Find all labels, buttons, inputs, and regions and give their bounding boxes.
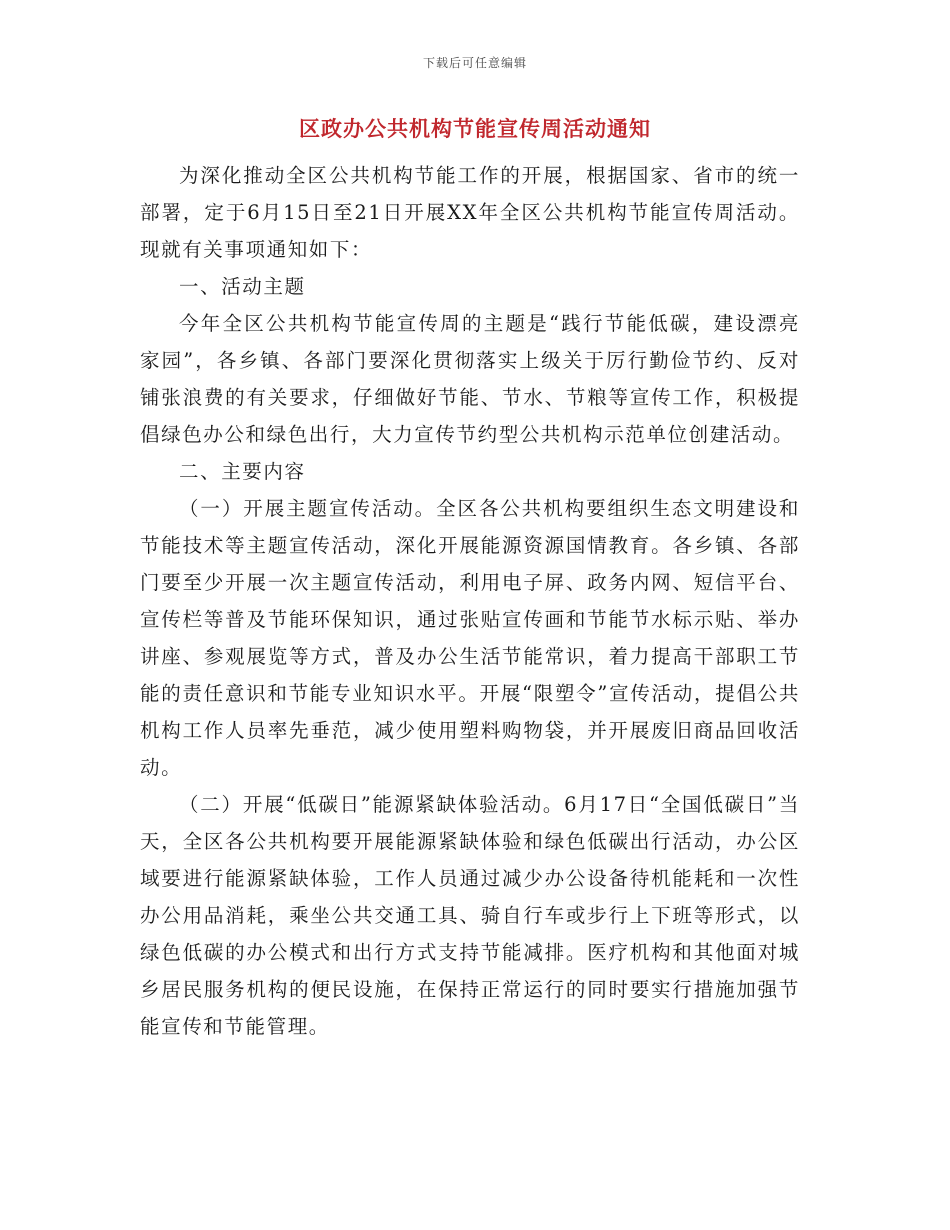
section-heading-content: 二、主要内容 <box>179 460 306 483</box>
paragraph-theme: 今年全区公共机构节能宣传周的主题是“践行节能低碳，建设漂亮家园”，各乡镇、各部门要深化贯彻落实上级关于厉行勤俭节约、反对铺张浪费的有关要求，仔细做好节能、节水、节粮等宣传工作，积极提倡绿色办公和绿色出行，大力宣传节约型公共机构示范单位创建活动。 <box>140 312 800 446</box>
document-title: 区政办公共机构节能宣传周活动通知 <box>299 116 651 141</box>
section-heading-theme: 一、活动主题 <box>179 275 306 298</box>
document-body <box>140 157 800 1045</box>
paragraph-content-2: （二）开展“低碳日”能源紧缺体验活动。6月17日“全国低碳日”当天，全区各公共机构要开展能源紧缺体验和绿色低碳出行活动，办公区域要进行能源紧缺体验，工作人员通过减少办公设备待机能耗和一次性办公用品消耗，乘坐公共交通工具、骑自行车或步行上下班等形式，以绿色低碳的办公模式和出行方式支持节能减排。医疗机构和其他面对城乡居民服务机构的便民设施，在保持正常运行的同时要实行措施加强节能宣传和节能管理。 <box>140 793 800 1038</box>
paragraph-intro: 为深化推动全区公共机构节能工作的开展，根据国家、省市的统一部署，定于6月15日至21日开展XX年全区公共机构节能宣传周活动。现就有关事项通知如下： <box>140 164 800 261</box>
paragraph-content-1: （一）开展主题宣传活动。全区各公共机构要组织生态文明建设和节能技术等主题宣传活动，深化开展能源资源国情教育。各乡镇、各部门要至少开展一次主题宣传活动，利用电子屏、政务内网、短信平台、宣传栏等普及节能环保知识，通过张贴宣传画和节能节水标示贴、举办讲座、参观展览等方式，普及办公生活节能常识，着力提高干部职工节能的责任意识和节能专业知识水平。开展“限塑令”宣传活动，提倡公共机构工作人员率先垂范，减少使用塑料购物袋，并开展废旧商品回收活动。 <box>140 497 800 779</box>
header-note: 下载后可任意编辑 <box>422 56 527 70</box>
